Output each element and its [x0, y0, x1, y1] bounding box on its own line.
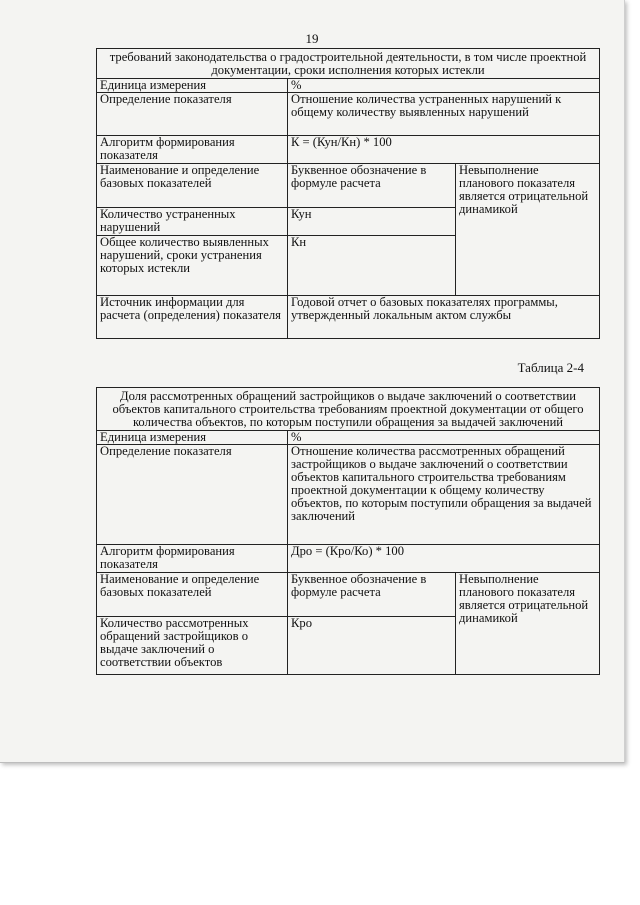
base-indicator-name: Количество рассмотренных обращений застройщиков о выдаче заключений о соответствии объектов — [97, 617, 288, 675]
definition-value: Отношение количества рассмотренных обращений застройщиков о выдаче заключений о соответствии объектов капитального строительства требованиям проектной документации к общему количеству объектов, по которым поступили обращения за выдачей заключений — [288, 445, 600, 545]
unit-value: % — [288, 79, 600, 93]
base-indicators-label: Наименование и определение базовых показателей — [97, 573, 288, 617]
base-indicator-code: Кн — [288, 236, 456, 296]
algorithm-value: К = (Кун/Кн) * 100 — [288, 136, 600, 164]
base-indicator-name: Количество устраненных нарушений — [97, 208, 288, 236]
notation-label: Буквенное обозначение в формуле расчета — [288, 573, 456, 617]
dynamics-note: Невыполнение планового показателя является отрицательной динамикой — [456, 164, 600, 296]
definition-value: Отношение количества устраненных нарушений к общему количеству выявленных нарушений — [288, 93, 600, 136]
unit-value: % — [288, 431, 600, 445]
definition-label: Определение показателя — [97, 93, 288, 136]
unit-label: Единица измерения — [97, 431, 288, 445]
unit-label: Единица измерения — [97, 79, 288, 93]
source-label: Источник информации для расчета (определения) показателя — [97, 296, 288, 339]
definition-label: Определение показателя — [97, 445, 288, 545]
indicator-table-1 — [96, 48, 600, 339]
base-indicator-code: Кун — [288, 208, 456, 236]
algorithm-label: Алгоритм формирования показателя — [97, 545, 288, 573]
table1-header: требований законодательства о градостроительной деятельности, в том числе проектной документации, сроки исполнения которых истекли — [97, 49, 600, 79]
table-caption: Таблица 2-4 — [517, 360, 584, 375]
source-value: Годовой отчет о базовых показателях программы, утвержденный локальным актом службы — [288, 296, 600, 339]
notation-label: Буквенное обозначение в формуле расчета — [288, 164, 456, 208]
algorithm-value: Дро = (Кро/Ко) * 100 — [288, 545, 600, 573]
algorithm-label: Алгоритм формирования показателя — [97, 136, 288, 164]
table2-header: Доля рассмотренных обращений застройщиков о выдаче заключений о соответствии объектов капитального строительства требованиям проектной документации от общего количества объектов, по которым поступили обращения за выдачей заключений — [97, 388, 600, 431]
page-number: 19 — [305, 31, 319, 46]
dynamics-note: Невыполнение планового показателя является отрицательной динамикой — [456, 573, 600, 675]
indicator-table-2 — [96, 387, 600, 675]
base-indicators-label: Наименование и определение базовых показателей — [97, 164, 288, 208]
base-indicator-name: Общее количество выявленных нарушений, сроки устранения которых истекли — [97, 236, 288, 296]
base-indicator-code: Кро — [288, 617, 456, 675]
